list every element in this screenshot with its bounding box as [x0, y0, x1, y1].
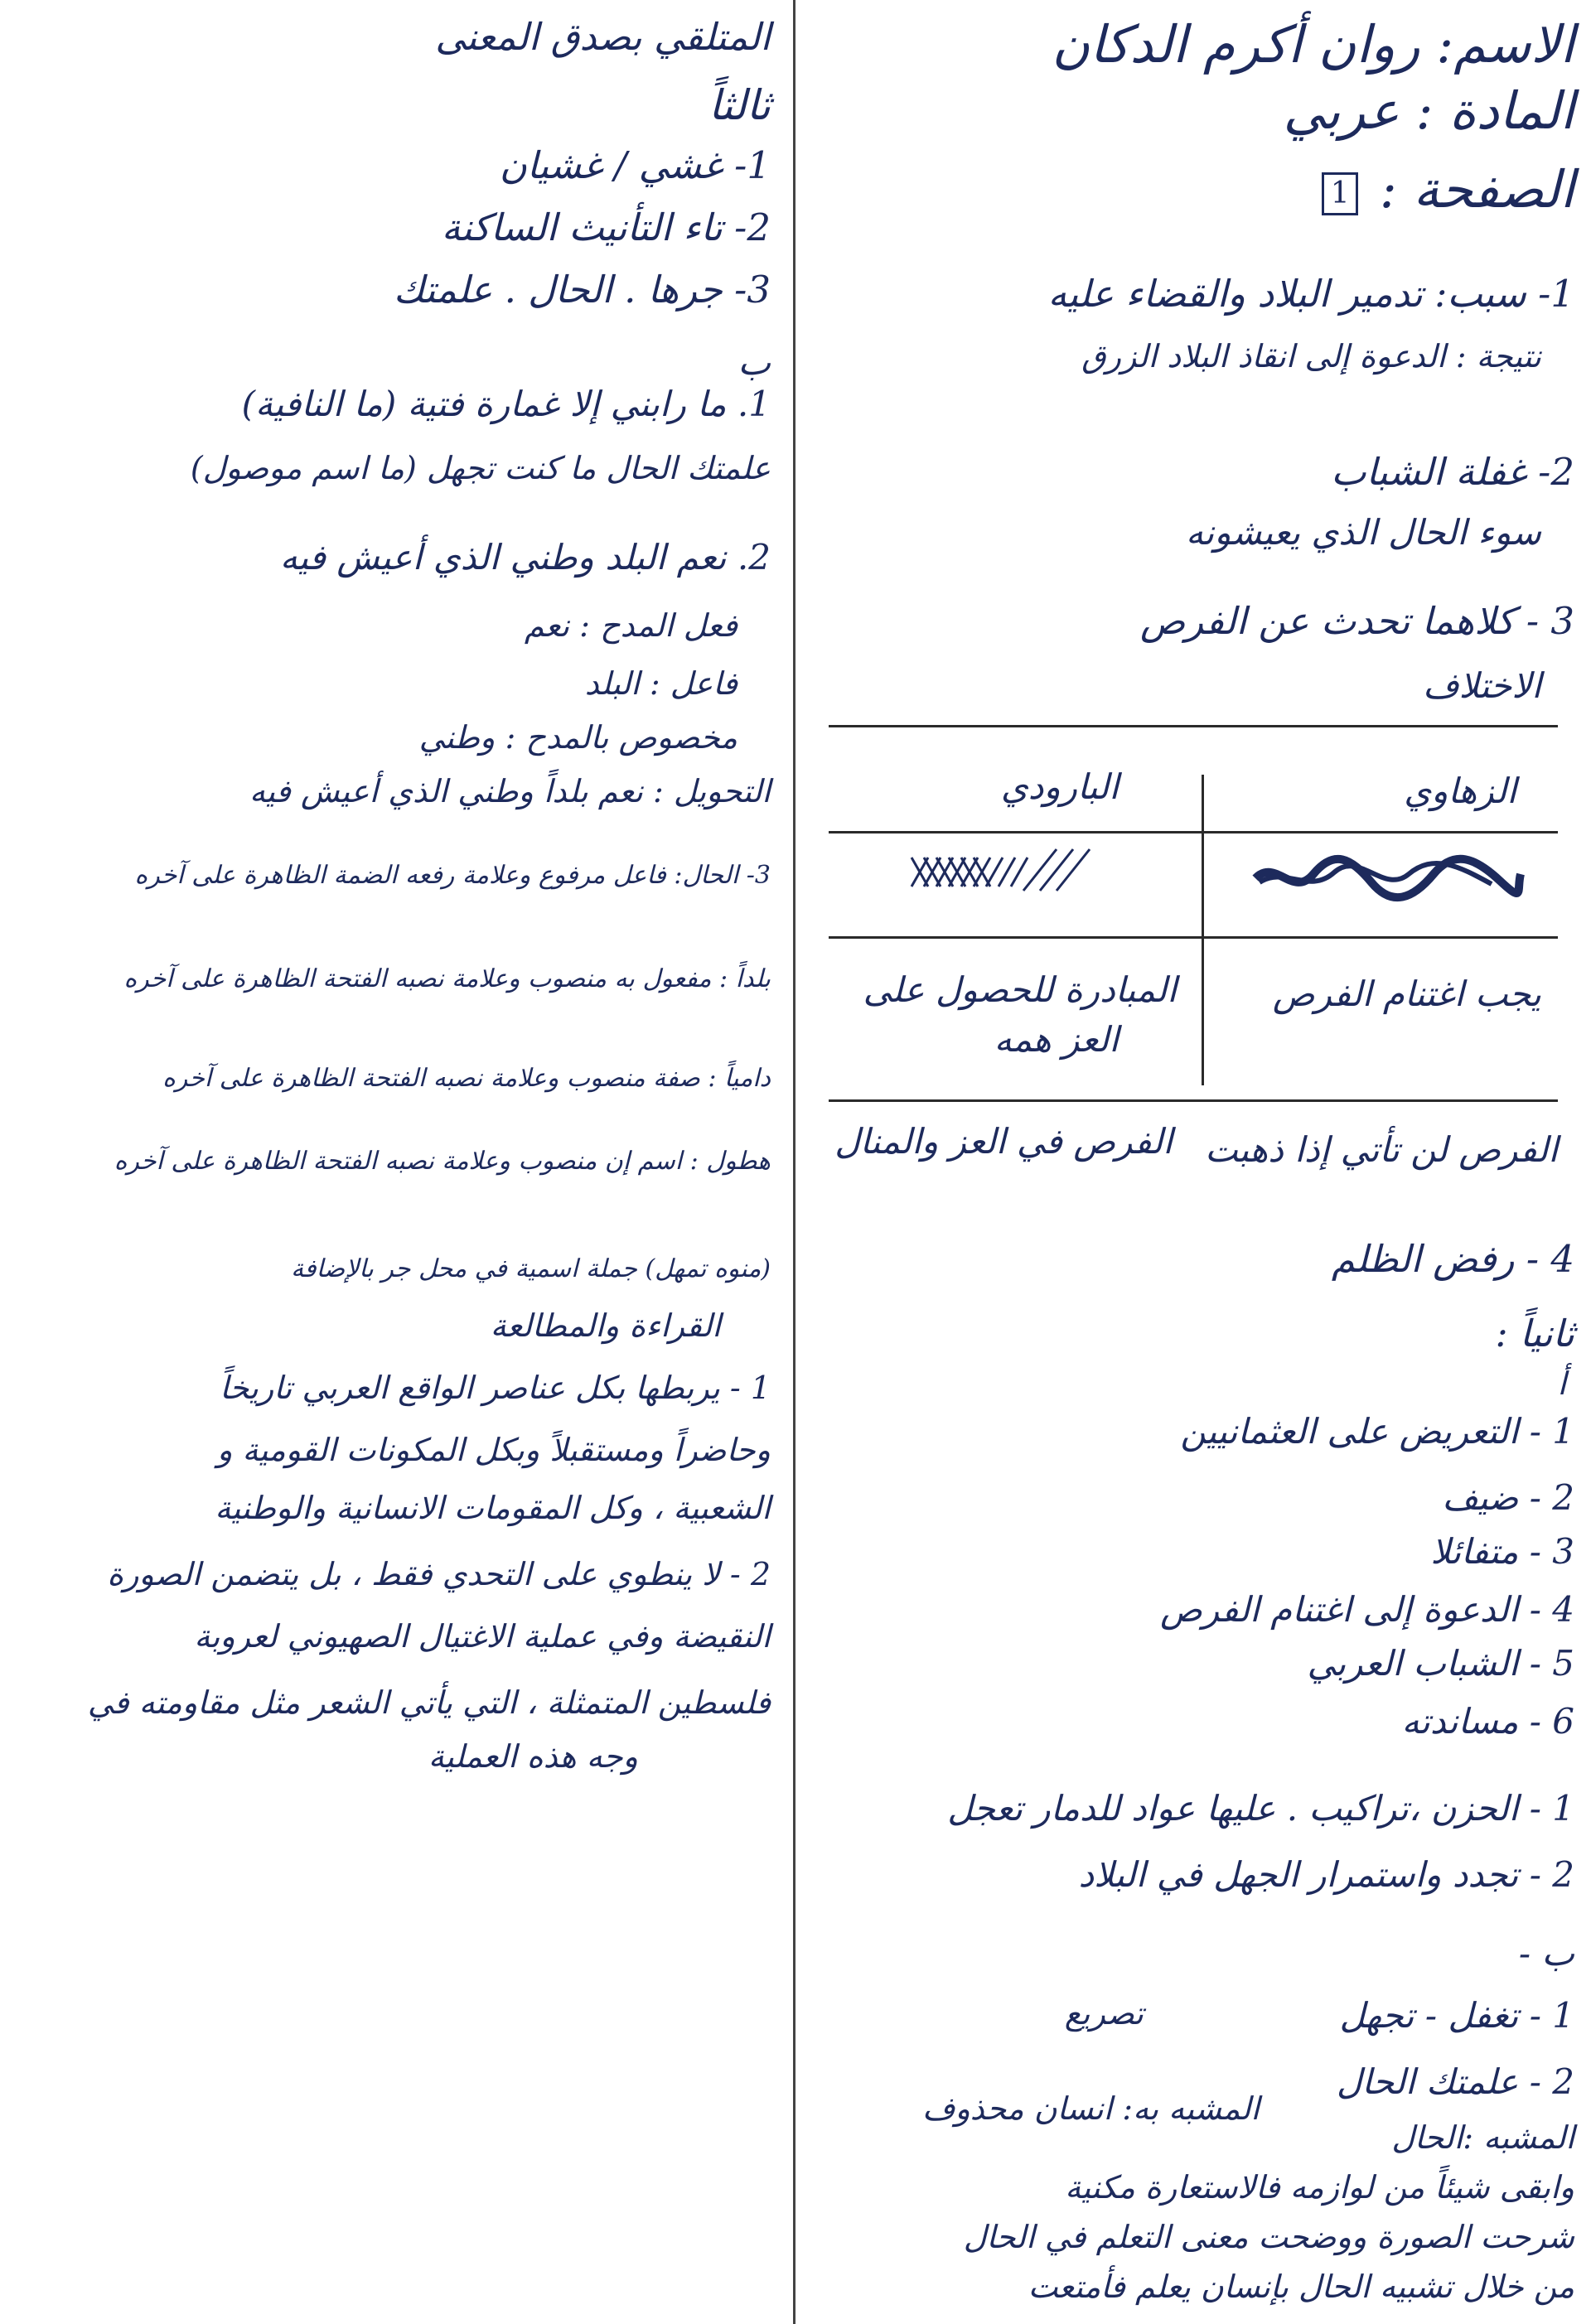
q4: 4 - رفض الظلم	[1331, 1237, 1574, 1281]
final-line: شرحت الصورة ووضحت معنى التعلم في الحال	[963, 2219, 1574, 2255]
b1-line: 1. ما رابني إلا غمارة فتية (ما النافية)	[241, 384, 771, 424]
final-line: من خلال تشبيه الحال بإنسان يعلم فأمتعت	[1028, 2268, 1574, 2305]
baa-item-2: 2 - علمتك الحال	[1336, 2061, 1574, 2102]
q2-b: سوء الحال الذي يعيشونه	[1186, 512, 1541, 553]
r1-line: 1 - يربطها بكل عناصر الواقع العربي تاريخاً	[220, 1370, 771, 1406]
list-item: 2 - ضيف	[1442, 1477, 1574, 1518]
list-item: 3 - متفائلا	[1430, 1531, 1574, 1572]
reading-heading: القراءة والمطالعة	[490, 1307, 721, 1344]
b2-line: 2. نعم البلد وطني الذي أعيش فيه	[279, 537, 771, 577]
table-r1-right: يجب اغتنام الفرص	[1272, 974, 1541, 1014]
page-line	[1322, 159, 1574, 220]
mushabbah-bih: المشبه به: انسان محذوف	[922, 2090, 1260, 2127]
list-item: 6 - مساندته	[1401, 1701, 1574, 1742]
r1-line: الشعبية ، وكل المقومات الانسانية والوطنية	[215, 1490, 771, 1526]
page-label: الصفحة :	[1379, 159, 1574, 220]
baa-item-1: 1 - تغفل - تجهل	[1339, 1995, 1574, 2036]
table-col-rule	[1202, 775, 1204, 1085]
b3-line: 3- الحال: فاعل مرفوع وعلامة رفعه الضمة الظاهرة على آخره	[134, 861, 771, 890]
table-rule	[829, 1099, 1558, 1102]
table-r1-left-1: المبادرة للحصول على	[863, 969, 1177, 1010]
list2-item: 1 - الحزن ،تراكيب . عليها عواد للدمار تعجل	[947, 1788, 1574, 1829]
section-thalithan: ثالثاً	[708, 81, 771, 129]
comparison-table	[829, 725, 1558, 1189]
mushabbah: المشبه :الحال	[1391, 2119, 1574, 2156]
table-header-baroudi: البارودي	[1000, 766, 1119, 807]
section-baa: ب -	[1518, 1933, 1574, 1974]
page-number-box: 1	[1322, 172, 1358, 215]
section-thaniyan: ثانياً :	[1495, 1312, 1574, 1355]
b3-detail: هطول : اسم إن منصوب وعلامة نصبه الفتحة الظاهرة على آخره	[114, 1147, 771, 1176]
left-top-line: المتلقي بصدق المعنى	[435, 15, 771, 59]
b2-detail: فعل المدح : نعم	[524, 607, 737, 644]
r2-line: 2 - لا ينطوي على التحدي فقط ، بل يتضمن الصورة	[107, 1556, 771, 1592]
hatched-out	[903, 841, 1110, 903]
table-rule	[829, 936, 1558, 939]
q1-cause: 1- سبب: تدمير البلاد والقضاء عليه	[1047, 272, 1574, 316]
list-item: 1 - التعريض على العثمانيين	[1180, 1411, 1574, 1452]
r2-line: فلسطين المتمثلة ، التي يأتي الشعر مثل مقاومته في	[87, 1684, 771, 1721]
r2-line: وجه هذه العملية	[428, 1738, 638, 1775]
b2-detail: مخصوص بالمدح : وطني	[418, 719, 737, 756]
b2-detail: التحويل : نعم بلداً وطني الذي أعيش فيه	[249, 773, 771, 809]
r1-line: وحاضراً ومستقبلاً وبكل المكونات القومية و	[217, 1432, 771, 1468]
table-r1-left-2: العز همه	[994, 1019, 1119, 1060]
table-r2-right: الفرص لن تأتي إذا ذهبت	[1205, 1129, 1558, 1170]
student-name: الاسم: روان أكرم الدكان	[1052, 14, 1574, 75]
list2-item: 2 - تجدد واستمرار الجهل في البلاد	[1078, 1854, 1574, 1895]
table-r2-left: الفرص في العز والمنال	[834, 1121, 1173, 1162]
section-alif: أ	[1557, 1365, 1566, 1402]
b3-detail: دامياً : صفة منصوب وعلامة نصبه الفتحة الظاهرة على آخره	[162, 1064, 771, 1093]
right-column	[808, 0, 1574, 2324]
b2-detail: فاعل : البلد	[584, 665, 737, 702]
left-column	[17, 0, 787, 2324]
q1-result: نتيجة : الدعوة إلى انقاذ البلاد الزرق	[1081, 338, 1541, 374]
scribble-out	[1251, 849, 1525, 907]
subject-line: المادة : عربي	[1283, 80, 1574, 141]
r2-line: النقيضة وفي عملية الاغتيال الصهيوني لعروبة	[194, 1618, 771, 1655]
baa-item-1-note: تصريع	[1064, 1995, 1144, 2032]
a-item: 2- تاء التأنيث الساكنة	[441, 205, 771, 249]
table-rule	[829, 725, 1558, 727]
a-item: 3- جرها . الحال . علمتك	[394, 268, 771, 312]
q3-a: 3 - كلاهما تحدث عن الفرص	[1140, 599, 1574, 643]
table-header-zahawi: الزهاوي	[1404, 771, 1516, 811]
b1-line-2: علمتك الحال ما كنت تجهل (ما اسم موصول)	[190, 450, 771, 486]
section-baa-left: ب	[737, 342, 771, 383]
final-line: وابقى شيئاً من لوازمه فالاستعارة مكنية	[1065, 2169, 1574, 2206]
table-rule	[829, 831, 1558, 833]
q3-b: الاختلاف	[1423, 665, 1541, 706]
b3-detail: بلداً : مفعول به منصوب وعلامة نصبه الفتحة الظاهرة على آخره	[123, 964, 771, 993]
b3-detail: (منوه تمهل) جملة اسمية في محل جر بالإضافة	[291, 1254, 771, 1283]
a-item: 1- غشي / غشيان	[499, 143, 771, 187]
list-item: 5 - الشباب العربي	[1307, 1643, 1574, 1684]
column-divider	[793, 0, 796, 2324]
list-item: 4 - الدعوة إلى اغتنام الفرص	[1160, 1589, 1574, 1630]
q2-a: 2- غفلة الشباب	[1331, 450, 1574, 494]
